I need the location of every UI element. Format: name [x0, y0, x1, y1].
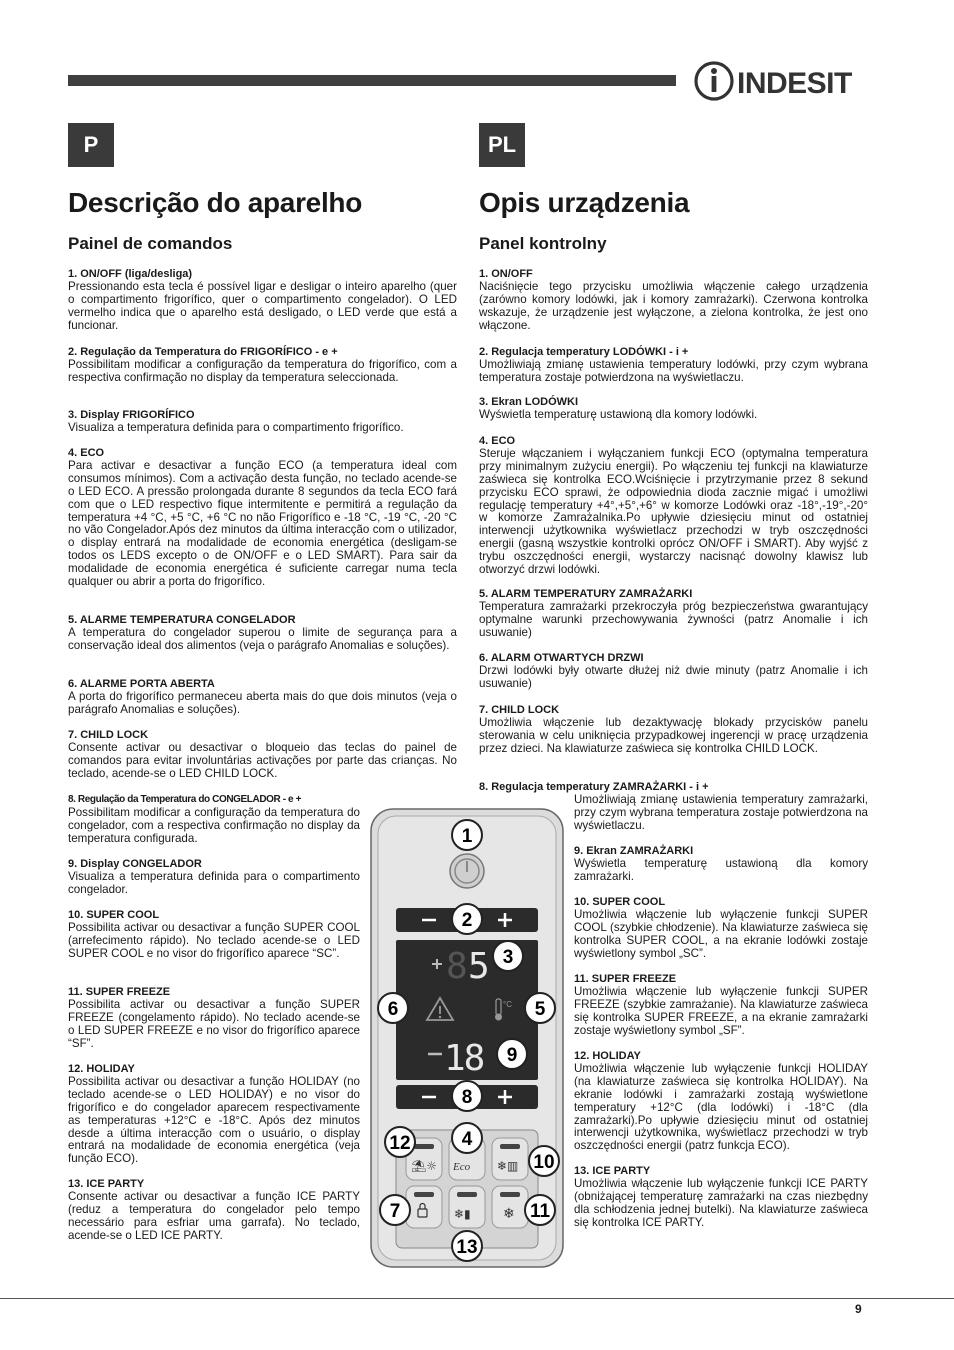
brand-name: INDESIT	[737, 67, 852, 100]
footer-rule	[0, 1298, 954, 1299]
pt-item-11: 11. SUPER FREEZE Possibilita activar ou desactivar a função SUPER FREEZE (congelamento rápido). No teclado acende-se o LED SUPER FREEZE e no visor do frigorífico aparece “SF”.	[68, 986, 360, 1050]
subtitle-pt: Painel de comandos	[68, 234, 233, 253]
svg-text:❄▮: ❄▮	[454, 1207, 471, 1221]
callout-7: 7	[389, 1201, 401, 1222]
callout-2: 2	[461, 910, 473, 931]
callout-5: 5	[534, 999, 546, 1020]
callout-4: 4	[461, 1129, 473, 1150]
callout-1: 1	[461, 826, 473, 847]
pt-item-8: 8. Regulação da Temperatura do CONGELADOR - e + Possibilitam modificar a configuração da temperatura do congelador, com a respectiva confirmação no display da temperatura configurada.	[68, 794, 360, 845]
pl-item-10: 10. SUPER COOL Umożliwia włączenie lub wyłączenie funkcji SUPER COOL (szybkie chłodzenie). Na klawiaturze zaświeca się kontrolka SUPER COOL, a na ekranie lodówki zostaje wyświetlony symbol „SC”.	[574, 896, 868, 960]
lang-badge-pl: PL	[479, 123, 525, 167]
title-pt: Descrição do aparelho	[68, 187, 363, 218]
svg-text:❄▥: ❄▥	[497, 1159, 519, 1173]
svg-text:❄: ❄	[503, 1206, 515, 1222]
pt-item-13: 13. ICE PARTY Consente activar ou desactivar a função ICE PARTY (reduz a temperatura do congelador pelo tempo necessário para esfriar uma garrafa). No teclado, acende-se o LED ICE PARTY.	[68, 1178, 360, 1242]
pl-item-13: 13. ICE PARTY Umożliwia włączenie lub wyłączenie funkcji ICE PARTY (obniżającej temperaturę zamrażarki na czas niezbędny dla schłodzenia jednej butelki). Na klawiaturze zaświeca się kontrolka ICE PARTY.	[574, 1165, 868, 1229]
pt-item-2: 2. Regulação da Temperatura do FRIGORÍFICO - e + Possibilitam modificar a configuração da temperatura do frigorífico, com a respectiva confirmação no display da temperatura seleccionada.	[68, 346, 457, 384]
pl-item-6: 6. ALARM OTWARTYCH DRZWI Drzwi lodówki były otwarte dłużej niż dwie minuty (patrz Anomalie i ich usuwanie)	[479, 652, 868, 690]
pl-item-4: 4. ECO Steruje włączaniem i wyłączaniem funkcji ECO (optymalna temperatura przy minimalnym zużyciu energii). Po włączeniu tej funkcji na klawiaturze zaświeca się kontrolka ECO.Wciśnięcie i przytrzymanie przez 8 sekund przycisku ECO sprawi, że odpowiednia dioda zacznie migać i umożliwi regulację temperatury +4°,+5°,+6° w komorze Lodówki oraz -18°,-19°,-20° w komorze Zamrażalnika.Po upływie dziesięciu minut od ostatniej interwencji użytkownika wyświetlacz przechodzi w tryb oszczędności energii (gasną wszystkie kontrolki oprócz ON/OFF i SMART). Aby wyjść z trybu oszczędności energii, wystarczy nacisnąć dowolny klawisz lub otworzyć drzwi lodówki.	[479, 435, 868, 577]
callout-11: 11	[529, 1201, 551, 1222]
freezer-digits: 18	[444, 1038, 484, 1079]
callout-13: 13	[456, 1237, 478, 1258]
pt-item-9: 9. Display CONGELADOR Visualiza a temperatura definida para o compartimento congelador.	[68, 858, 360, 896]
callout-9: 9	[506, 1045, 518, 1066]
pl-item-7: 7. CHILD LOCK Umożliwia włączenie lub dezaktywację blokady przycisków panelu sterowania w celu uniknięcia przypadkowej ingerencji w pracę urządzenia przez dzieci. Na klawiaturze zaświeca się kontrolka CHILD LOCK.	[479, 704, 868, 755]
fridge-digit: 5	[468, 946, 490, 987]
callout-12: 12	[389, 1133, 411, 1154]
pl-item-5: 5. ALARM TEMPERATURY ZAMRAŻARKI Temperatura zamrażarki przekroczyła próg bezpieczeństwa gwarantujący optymalne warunki przechowywania żywności (patrz Anomalie i ich usuwanie)	[479, 588, 868, 639]
pl-item-8-desc: Umożliwiają zmianę ustawienia temperatury zamrażarki, przy czym wybrana temperatura zostaje potwierdzona na wyświetlaczu.	[574, 793, 868, 832]
ice-party-key[interactable]	[449, 1186, 485, 1228]
pl-item-12: 12. HOLIDAY Umożliwia włączenie lub wyłączenie funkcji HOLIDAY (na klawiaturze zaświeca się kontrolka HOLIDAY). Na ekranie lodówki i zamrażarki zostają wyświetlone temperatury +12°C (dla lodówki) i -18°C (dla zamrażarki).Po upływie dziesięciu minut od ostatniej interwencji użytkownika, wyświetlacz przechodzi w tryb oszczędności energii (patrz funkcja ECO).	[574, 1050, 868, 1153]
pl-item-3: 3. Ekran LODÓWKI Wyświetla temperaturę ustawioną dla komory lodówki.	[479, 396, 758, 421]
subtitle-pl: Panel kontrolny	[479, 234, 607, 253]
control-panel-illustration	[370, 808, 564, 1268]
pl-item-2: 2. Regulacja temperatury LODÓWKI - i + Umożliwiają zmianę ustawienia temperatury lodówki, przy czym wybrana temperatura zostaje potwierdzona na wyświetlaczu.	[479, 346, 868, 384]
super-cool-key[interactable]	[492, 1138, 528, 1180]
svg-text:⛱☼: ⛱☼	[411, 1159, 437, 1173]
pt-item-1: 1. ON/OFF (liga/desliga) Pressionando esta tecla é possível ligar e desligar o inteiro aparelho (quer o compartimento frigorífico, quer o compartimento congelador). O LED vermelho indica que o aparelho está desligado, o LED verde que está a funcionar.	[68, 268, 457, 332]
lang-badge-pt: P	[68, 123, 114, 167]
pt-item-4: 4. ECO Para activar e desactivar a função ECO (a temperatura ideal com consumos mínimos). Com a activação desta função, no teclado acende-se o LED ECO. A pressão prolongada durante 8 segundos da tecla ECO fará com que o LED respectivo fique intermitente e permitirá a regulação da temperatura +4 °C, +5 °C, +6 °C no não Frigorífico e -18 °C, -19 °C, -20 °C no vão Congelador.Após dez minutos da última interacção com o utilizador, o display entrará na modalidade de economia energética (desligam-se todos os LEDS excepto o de ON/OFF e o LED SMART). Para sair da modalidade de economia energética é suficiente carregar numa tecla qualquer ou abrir a porta do frigorífico.	[68, 447, 457, 589]
power-button[interactable]	[450, 854, 484, 888]
super-freeze-key[interactable]	[492, 1186, 528, 1228]
callout-8: 8	[461, 1087, 473, 1108]
header-rule	[68, 75, 676, 86]
pt-item-10: 10. SUPER COOL Possibilita activar ou desactivar a função SUPER COOL (arrefecimento rápido). No teclado acende-se o LED SUPER COOL e no visor do frigorífico aparece “SC”.	[68, 909, 360, 960]
callout-3: 3	[502, 947, 514, 968]
callout-6: 6	[387, 999, 399, 1020]
pt-item-12: 12. HOLIDAY Possibilita activar ou desactivar a função HOLIDAY (no teclado acende-se o LED HOLIDAY) e no visor do frigorífico e do congelador aparecem respectivamente as temperaturas +12°C e -18°C. Após dez minutos desde a última interacção com o usuário, o display entrará na modalidade de economia energética (veja função ECO).	[68, 1063, 360, 1166]
svg-text:8: 8	[446, 946, 468, 987]
pt-item-3: 3. Display FRIGORÍFICO Visualiza a temperatura definida para o compartimento frigorífico.	[68, 409, 404, 434]
pl-item-11: 11. SUPER FREEZE Umożliwia włączenie lub wyłączenie funkcji SUPER FREEZE (szybkie zamrażanie). Na klawiaturze zaświeca się kontrolka SUPER FREEZE, a na ekranie zamrażarki zostaje wyświetlony symbol „SF”.	[574, 973, 868, 1037]
title-pl: Opis urządzenia	[479, 187, 690, 218]
pt-item-6: 6. ALARME PORTA ABERTA A porta do frigorífico permaneceu aberta mais do que dois minutos (veja o parágrafo Anomalias e soluções).	[68, 678, 457, 716]
page-number: 9	[855, 1302, 862, 1316]
eco-label: Eco	[453, 1161, 471, 1173]
indesit-logo	[694, 56, 870, 106]
pl-item-1: 1. ON/OFF Naciśnięcie tego przycisku umożliwia włączenie całego urządzenia (zarówno komory lodówki, jak i komory zamrażarki). Czerwona kontrolka wskazuje, że urządzenie jest wyłączone, a zielona kontrolka, że jest ono włączone.	[479, 268, 868, 332]
pt-item-5: 5. ALARME TEMPERATURA CONGELADOR A temperatura do congelador superou o limite de segurança para a conservação ideal dos alimentos (veja o parágrafo Anomalias e soluções).	[68, 614, 457, 652]
pl-item-9: 9. Ekran ZAMRAŻARKI Wyświetla temperaturę ustawioną dla komory zamrażarki.	[574, 845, 868, 883]
pt-item-7: 7. CHILD LOCK Consente activar ou desactivar o bloqueio das teclas do painel de comandos para evitar involuntárias activações por parte das crianças. No teclado, acende-se o LED CHILD LOCK.	[68, 729, 457, 780]
pl-item-8-title: 8. Regulacja temperatury ZAMRAŻARKI - i +	[479, 781, 709, 793]
child-lock-key[interactable]	[406, 1186, 442, 1228]
celsius-unit: °C	[503, 1000, 512, 1009]
callout-10: 10	[533, 1152, 555, 1173]
